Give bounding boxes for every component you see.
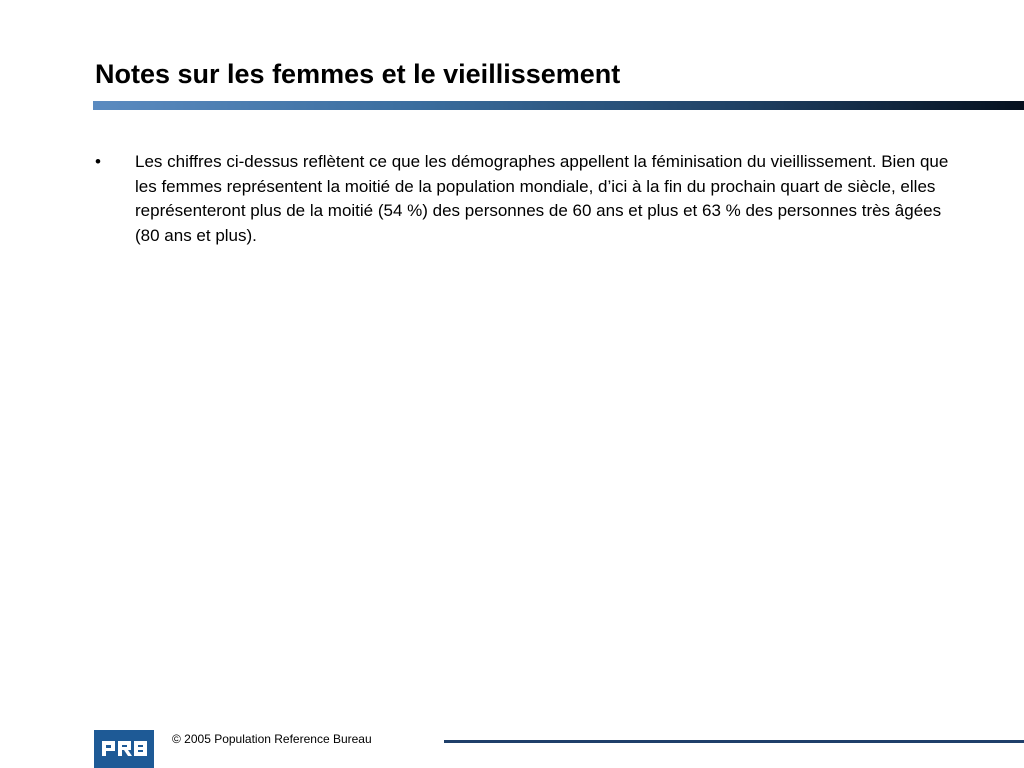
bullet-item — [95, 150, 955, 248]
footer-divider — [444, 740, 1024, 743]
prb-logo — [94, 730, 154, 768]
bullet-text: Les chiffres ci-dessus reflètent ce que les démographes appellent la féminisation du vieillissement. Bien que les femmes représentent la moitié de la population mondiale, d’ici à la fin du prochain quart de siècle, elles représenteront plus de la moitié (54 %) des personnes de 60 ans et plus et 63 % des personnes très âgées (80 ans et plus). — [135, 152, 949, 245]
title-divider — [93, 101, 1024, 110]
bullet-marker: • — [95, 152, 101, 171]
prb-logo-mark — [94, 730, 154, 768]
bullet-list — [95, 150, 955, 248]
slide-title: Notes sur les femmes et le vieillissement — [95, 59, 621, 89]
copyright-text: © 2005 Population Reference Bureau — [172, 732, 372, 746]
